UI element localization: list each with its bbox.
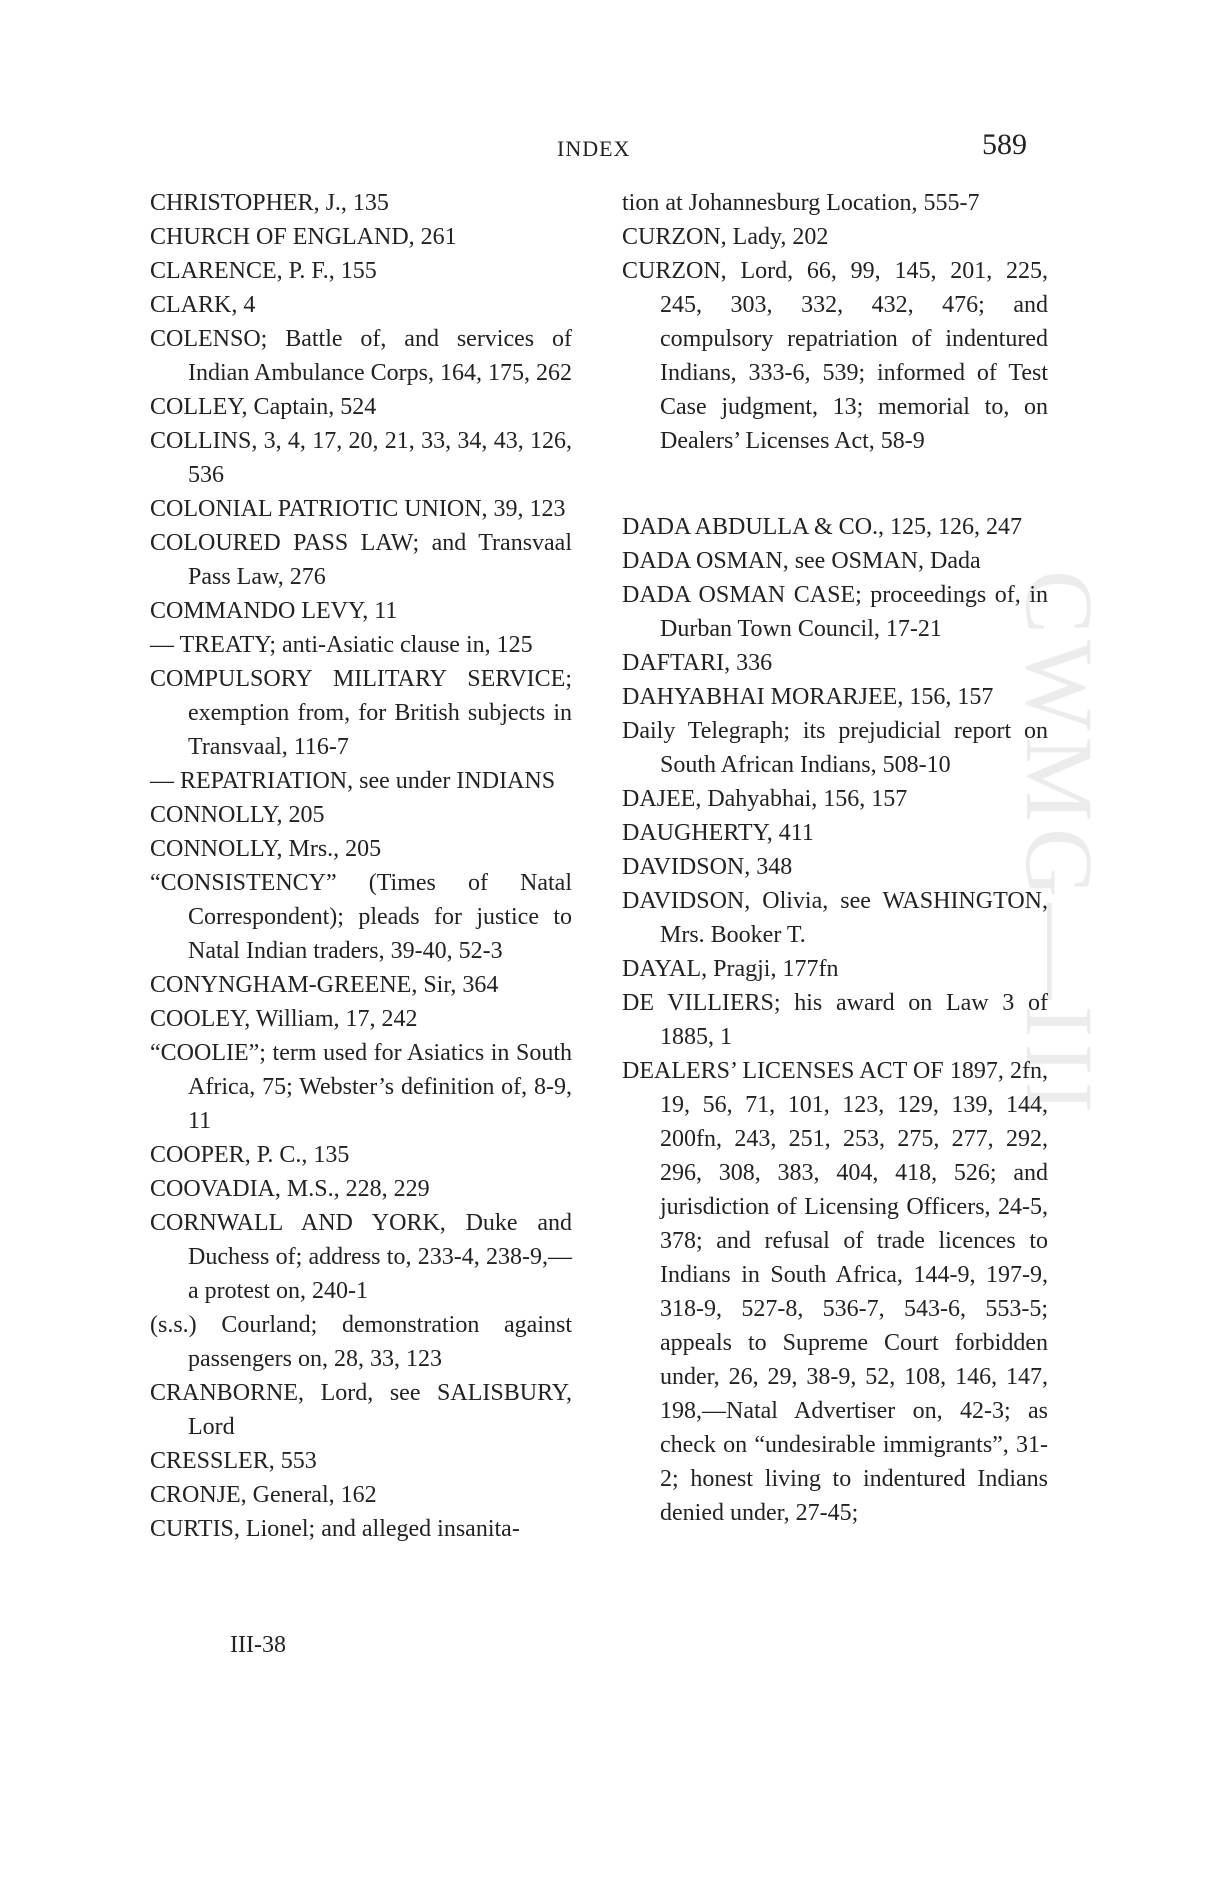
- index-entry: CHURCH OF ENGLAND, 261: [150, 224, 457, 250]
- index-entry: CURZON, Lord, 66, 99, 145, 201, 225, 245, 303, 332, 432, 476; and compulsory repatriation of indentured Indians, 333-6, 539; informed of Test Case judgment, 13; memorial to, on Dealers’ Licenses Act, 58-9: [622, 258, 1048, 454]
- index-entry: COMMANDO LEVY, 11: [150, 598, 398, 624]
- volume-signature: III-38: [230, 1632, 286, 1658]
- index-entry: DE VILLIERS; his award on Law 3 of 1885, 1: [622, 990, 1048, 1050]
- index-entry: COLLEY, Captain, 524: [150, 394, 377, 420]
- index-entry: DAVIDSON, Olivia, see WASHINGTON, Mrs. Booker T.: [622, 888, 1048, 948]
- index-entry: CURTIS, Lionel; and alleged insanita-: [150, 1516, 520, 1542]
- index-entry: COMPULSORY MILITARY SERVICE; exemption from, for British subjects in Transvaal, 116-7: [150, 666, 572, 760]
- index-entry: DAVIDSON, 348: [622, 854, 793, 880]
- index-entry: CLARENCE, P. F., 155: [150, 258, 377, 284]
- index-entry: CONNOLLY, 205: [150, 802, 325, 828]
- index-entry: DAJEE, Dahyabhai, 156, 157: [622, 786, 908, 812]
- running-head: INDEX: [557, 136, 631, 161]
- index-entry: CLARK, 4: [150, 292, 256, 318]
- index-entry: DEALERS’ LICENSES ACT OF 1897, 2fn, 19, 56, 71, 101, 123, 129, 139, 144, 200fn, 243, 251, 253, 275, 277, 292, 296, 308, 383, 404, 418, 526; and jurisdiction of Licensing Officers, 24-5, 378; and refusal of trade licences to Indians in South Africa, 144-9, 197-9, 318-9, 527-8, 536-7, 543-6, 553-5; appeals to Supreme Court forbidden under, 26, 29, 38-9, 52, 108, 146, 147, 198,—Natal Advertiser on, 42-3; as check on “undesirable immigrants”, 31-2; honest living to indentured Indians denied under, 27-45;: [622, 1058, 1048, 1526]
- index-entry: COLONIAL PATRIOTIC UNION, 39, 123: [150, 496, 566, 522]
- index-entry: DAHYABHAI MORARJEE, 156, 157: [622, 684, 994, 710]
- index-entry: Daily Telegraph; its prejudicial report on South African Indians, 508-10: [622, 718, 1048, 778]
- index-entry: DADA OSMAN CASE; proceedings of, in Durban Town Council, 17-21: [622, 582, 1048, 642]
- index-entry: (s.s.) Courland; demonstration against passengers on, 28, 33, 123: [150, 1312, 572, 1372]
- index-entry: CRANBORNE, Lord, see SALISBURY, Lord: [150, 1380, 572, 1440]
- index-entry: CONNOLLY, Mrs., 205: [150, 836, 382, 862]
- index-entry: COOLEY, William, 17, 242: [150, 1006, 418, 1032]
- index-entry: — TREATY; anti-Asiatic clause in, 125: [150, 632, 533, 658]
- index-entry: CHRISTOPHER, J., 135: [150, 190, 389, 216]
- index-entry: CURZON, Lady, 202: [622, 224, 829, 250]
- index-entry: — REPATRIATION, see under INDIANS: [150, 768, 556, 794]
- index-entry: CORNWALL AND YORK, Duke and Duchess of; address to, 233-4, 238-9,—a protest on, 240-1: [150, 1210, 572, 1304]
- index-entry: DADA OSMAN, see OSMAN, Dada: [622, 548, 981, 574]
- index-entry: DADA ABDULLA & CO., 125, 126, 247: [622, 514, 1023, 540]
- index-entry: COOPER, P. C., 135: [150, 1142, 350, 1168]
- index-entry: COOVADIA, M.S., 228, 229: [150, 1176, 430, 1202]
- index-entry: “CONSISTENCY” (Times of Natal Correspondent); pleads for justice to Natal Indian traders, 39-40, 52-3: [150, 870, 572, 964]
- index-column-left: [150, 186, 572, 1546]
- index-entry: COLOURED PASS LAW; and Transvaal Pass Law, 276: [150, 530, 572, 590]
- index-entry: COLLINS, 3, 4, 17, 20, 21, 33, 34, 43, 126, 536: [150, 428, 572, 488]
- watermark: CWMG—III: [1006, 570, 1113, 1120]
- index-entry: “COOLIE”; term used for Asiatics in South Africa, 75; Webster’s definition of, 8-9, 11: [150, 1040, 572, 1134]
- index-entry: CONYNGHAM-GREENE, Sir, 364: [150, 972, 499, 998]
- index-entry-continuation: tion at Johannesburg Location, 555-7: [622, 190, 980, 216]
- page-number: 589: [982, 128, 1027, 161]
- index-entry: DAUGHERTY, 411: [622, 820, 814, 846]
- index-entry: CRESSLER, 553: [150, 1448, 317, 1474]
- index-entry: DAFTARI, 336: [622, 650, 773, 676]
- index-entry: COLENSO; Battle of, and services of Indian Ambulance Corps, 164, 175, 262: [150, 326, 572, 386]
- index-entry: CRONJE, General, 162: [150, 1482, 377, 1508]
- index-column-right: [622, 186, 1048, 1530]
- index-entry: DAYAL, Pragji, 177fn: [622, 956, 839, 982]
- letter-section-gap: [622, 458, 1048, 510]
